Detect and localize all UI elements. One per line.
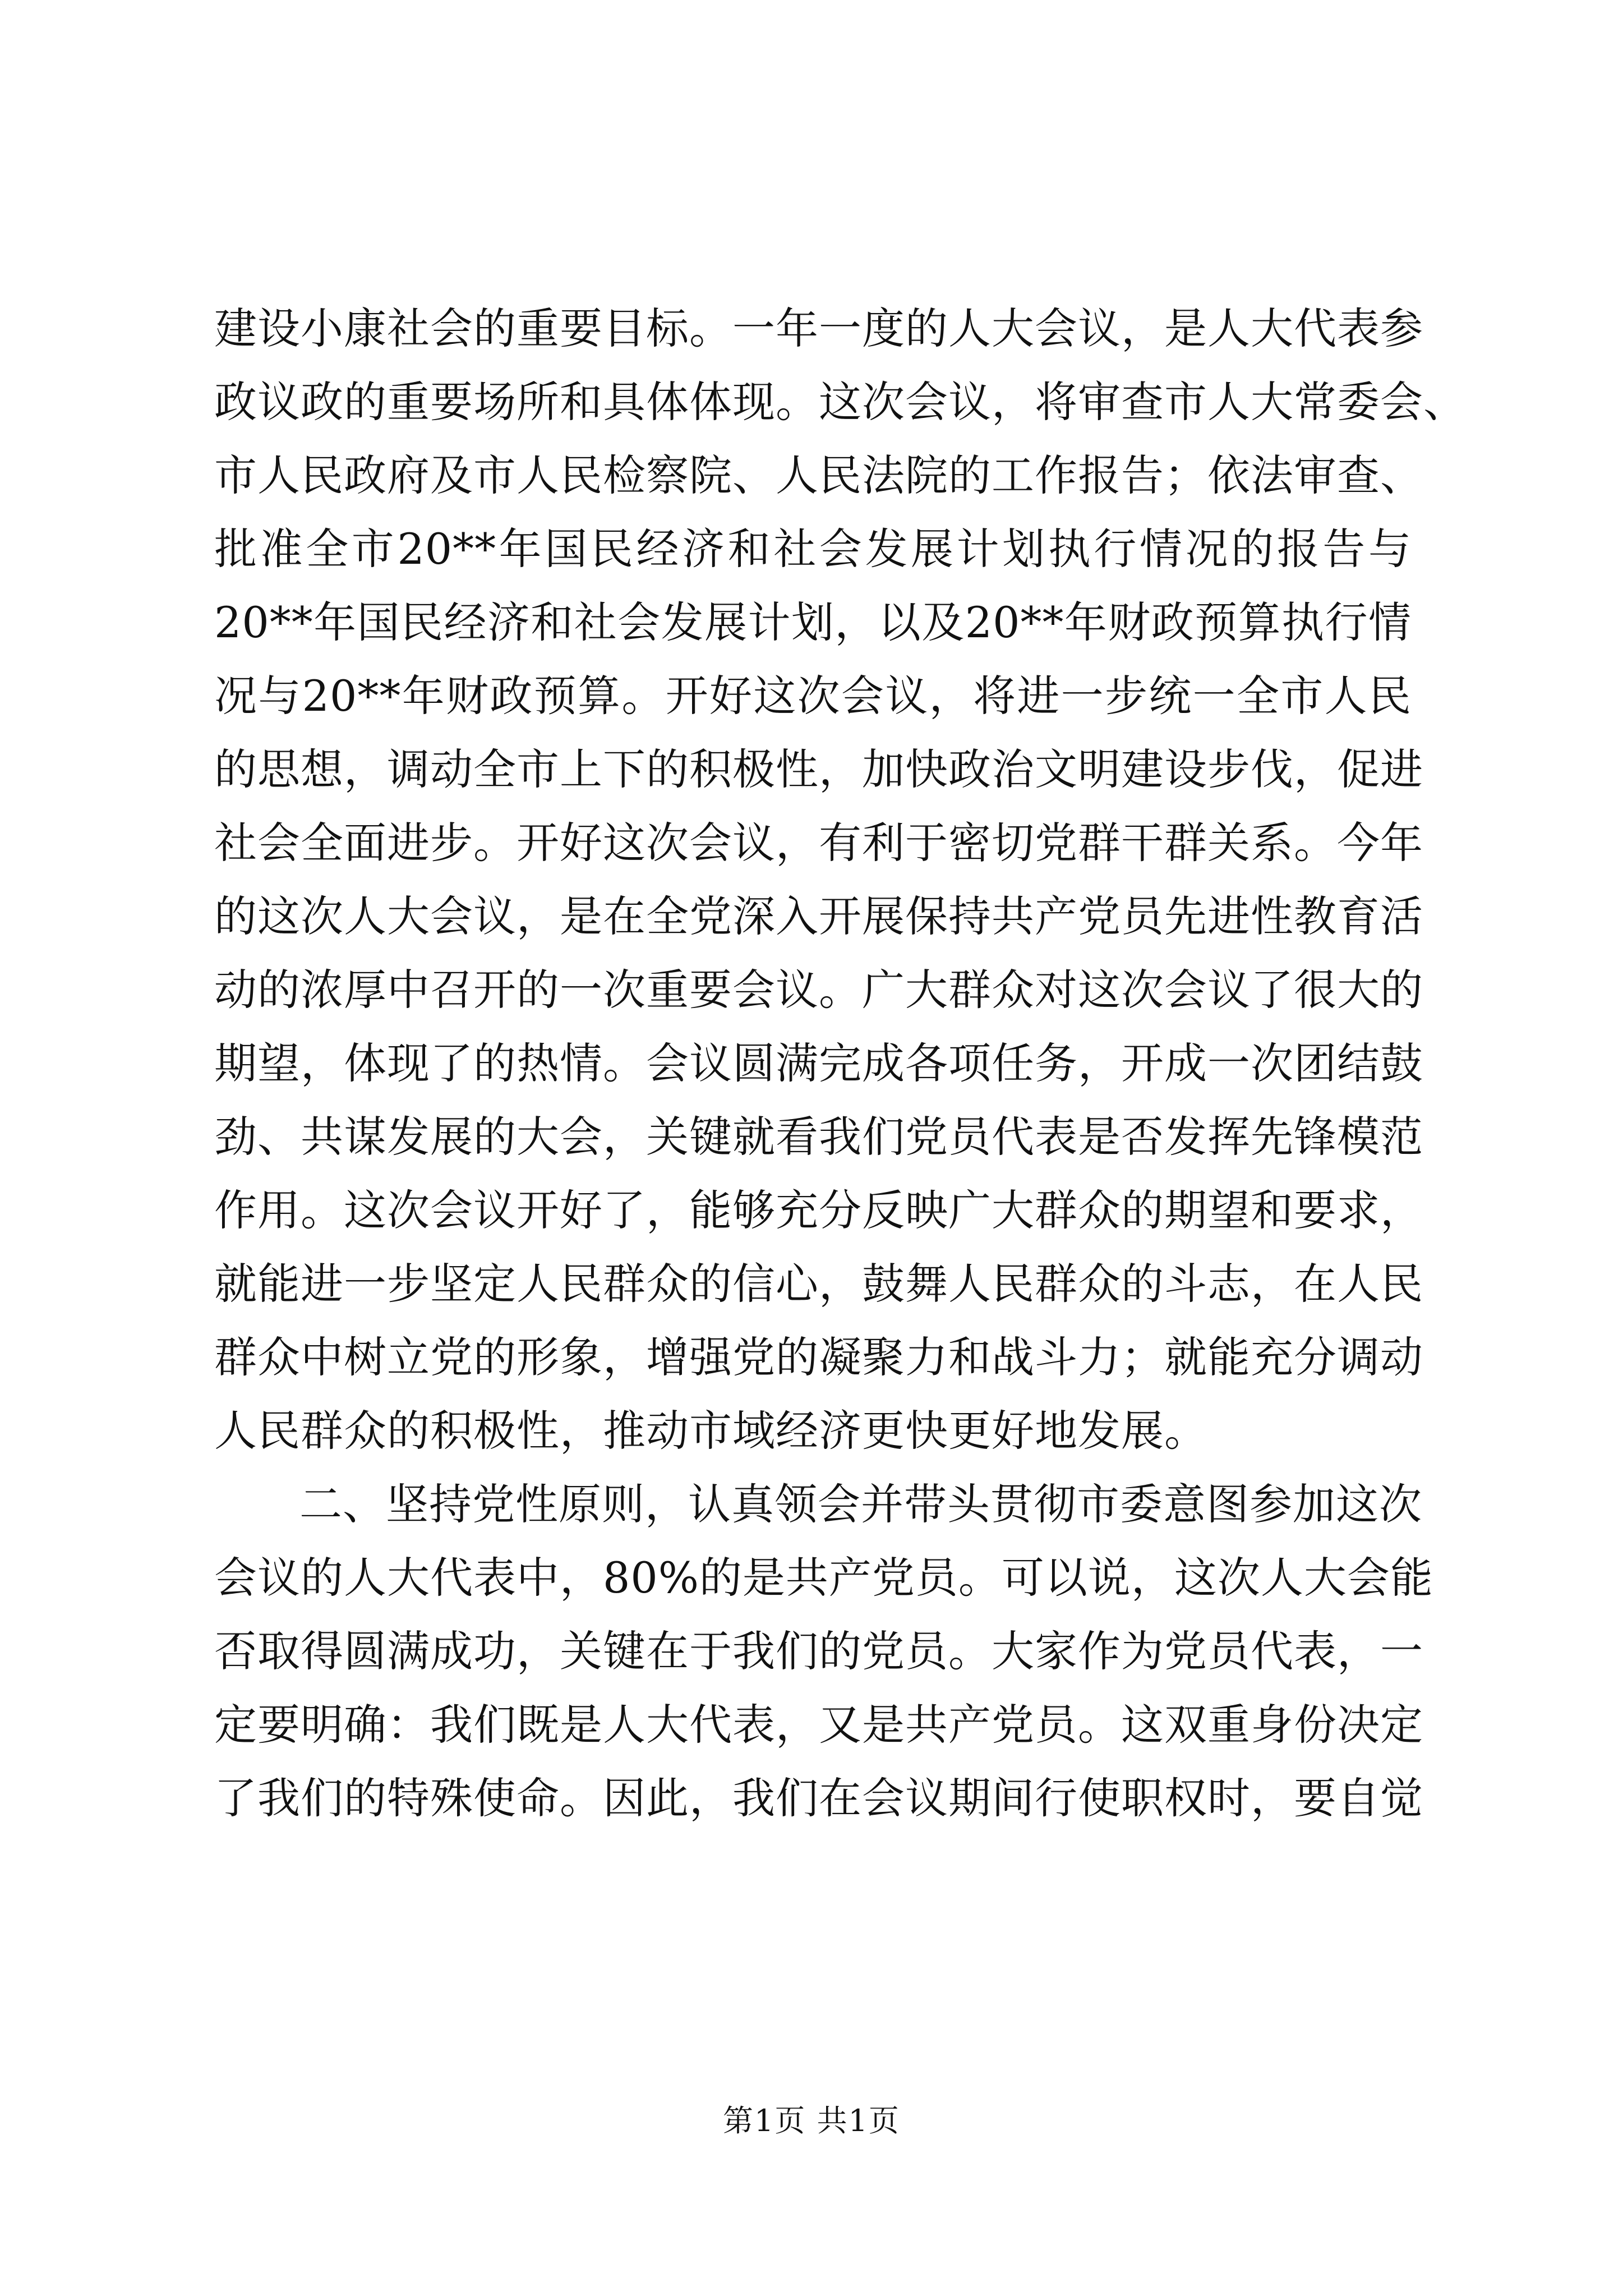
text-line: 期望，体现了的热情。会议圆满完成各项任务，开成一次团结鼓 [214, 1038, 1423, 1088]
text-line: 动的浓厚中召开的一次重要会议。广大群众对这次会议了很大的 [214, 965, 1423, 1015]
text-line: 了我们的特殊使命。因此，我们在会议期间行使职权时，要自觉 [214, 1773, 1423, 1823]
text-line: 政议政的重要场所和具体体现。这次会议，将审查市人大常委会、 [214, 377, 1467, 427]
text-line: 的思想，调动全市上下的积极性，加快政治文明建设步伐，促进 [214, 744, 1423, 794]
text-line: 批准全市20**年国民经济和社会发展计划执行情况的报告与 [214, 524, 1412, 574]
text-line: 社会全面进步。开好这次会议，有利于密切党群干群关系。今年 [214, 818, 1423, 868]
text-line: 会议的人大代表中，80%的是共产党员。可以说，这次人大会能 [214, 1553, 1433, 1603]
text-line: 作用。这次会议开好了，能够充分反映广大群众的期望和要求， [214, 1185, 1423, 1235]
text-line: 群众中树立党的形象，增强党的凝聚力和战斗力；就能充分调动 [214, 1332, 1423, 1382]
document-body [214, 292, 1467, 1835]
text-line: 定要明确：我们既是人大代表，又是共产党员。这双重身份决定 [214, 1700, 1423, 1750]
page-number-footer: 第1页 共1页 [723, 2103, 900, 2138]
text-line: 建设小康社会的重要目标。一年一度的人大会议，是人大代表参 [214, 303, 1423, 353]
text-line: 市人民政府及市人民检察院、人民法院的工作报告；依法审查、 [214, 450, 1423, 500]
text-line: 否取得圆满成功，关键在于我们的党员。大家作为党员代表，一 [214, 1626, 1423, 1676]
text-line: 20**年国民经济和社会发展计划，以及20**年财政预算执行情 [214, 597, 1412, 647]
text-line: 人民群众的积极性，推动市域经济更快更好地发展。 [214, 1406, 1207, 1456]
text-line: 劲、共谋发展的大会，关键就看我们党员代表是否发挥先锋模范 [214, 1112, 1423, 1162]
text-line: 况与20**年财政预算。开好这次会议，将进一步统一全市人民 [214, 671, 1412, 721]
text-line: 的这次人大会议，是在全党深入开展保持共产党员先进性教育活 [214, 891, 1423, 941]
section-heading-line: 二、坚持党性原则，认真领会并带头贯彻市委意图参加这次 [299, 1479, 1422, 1529]
text-line: 就能进一步坚定人民群众的信心，鼓舞人民群众的斗志，在人民 [214, 1259, 1423, 1309]
